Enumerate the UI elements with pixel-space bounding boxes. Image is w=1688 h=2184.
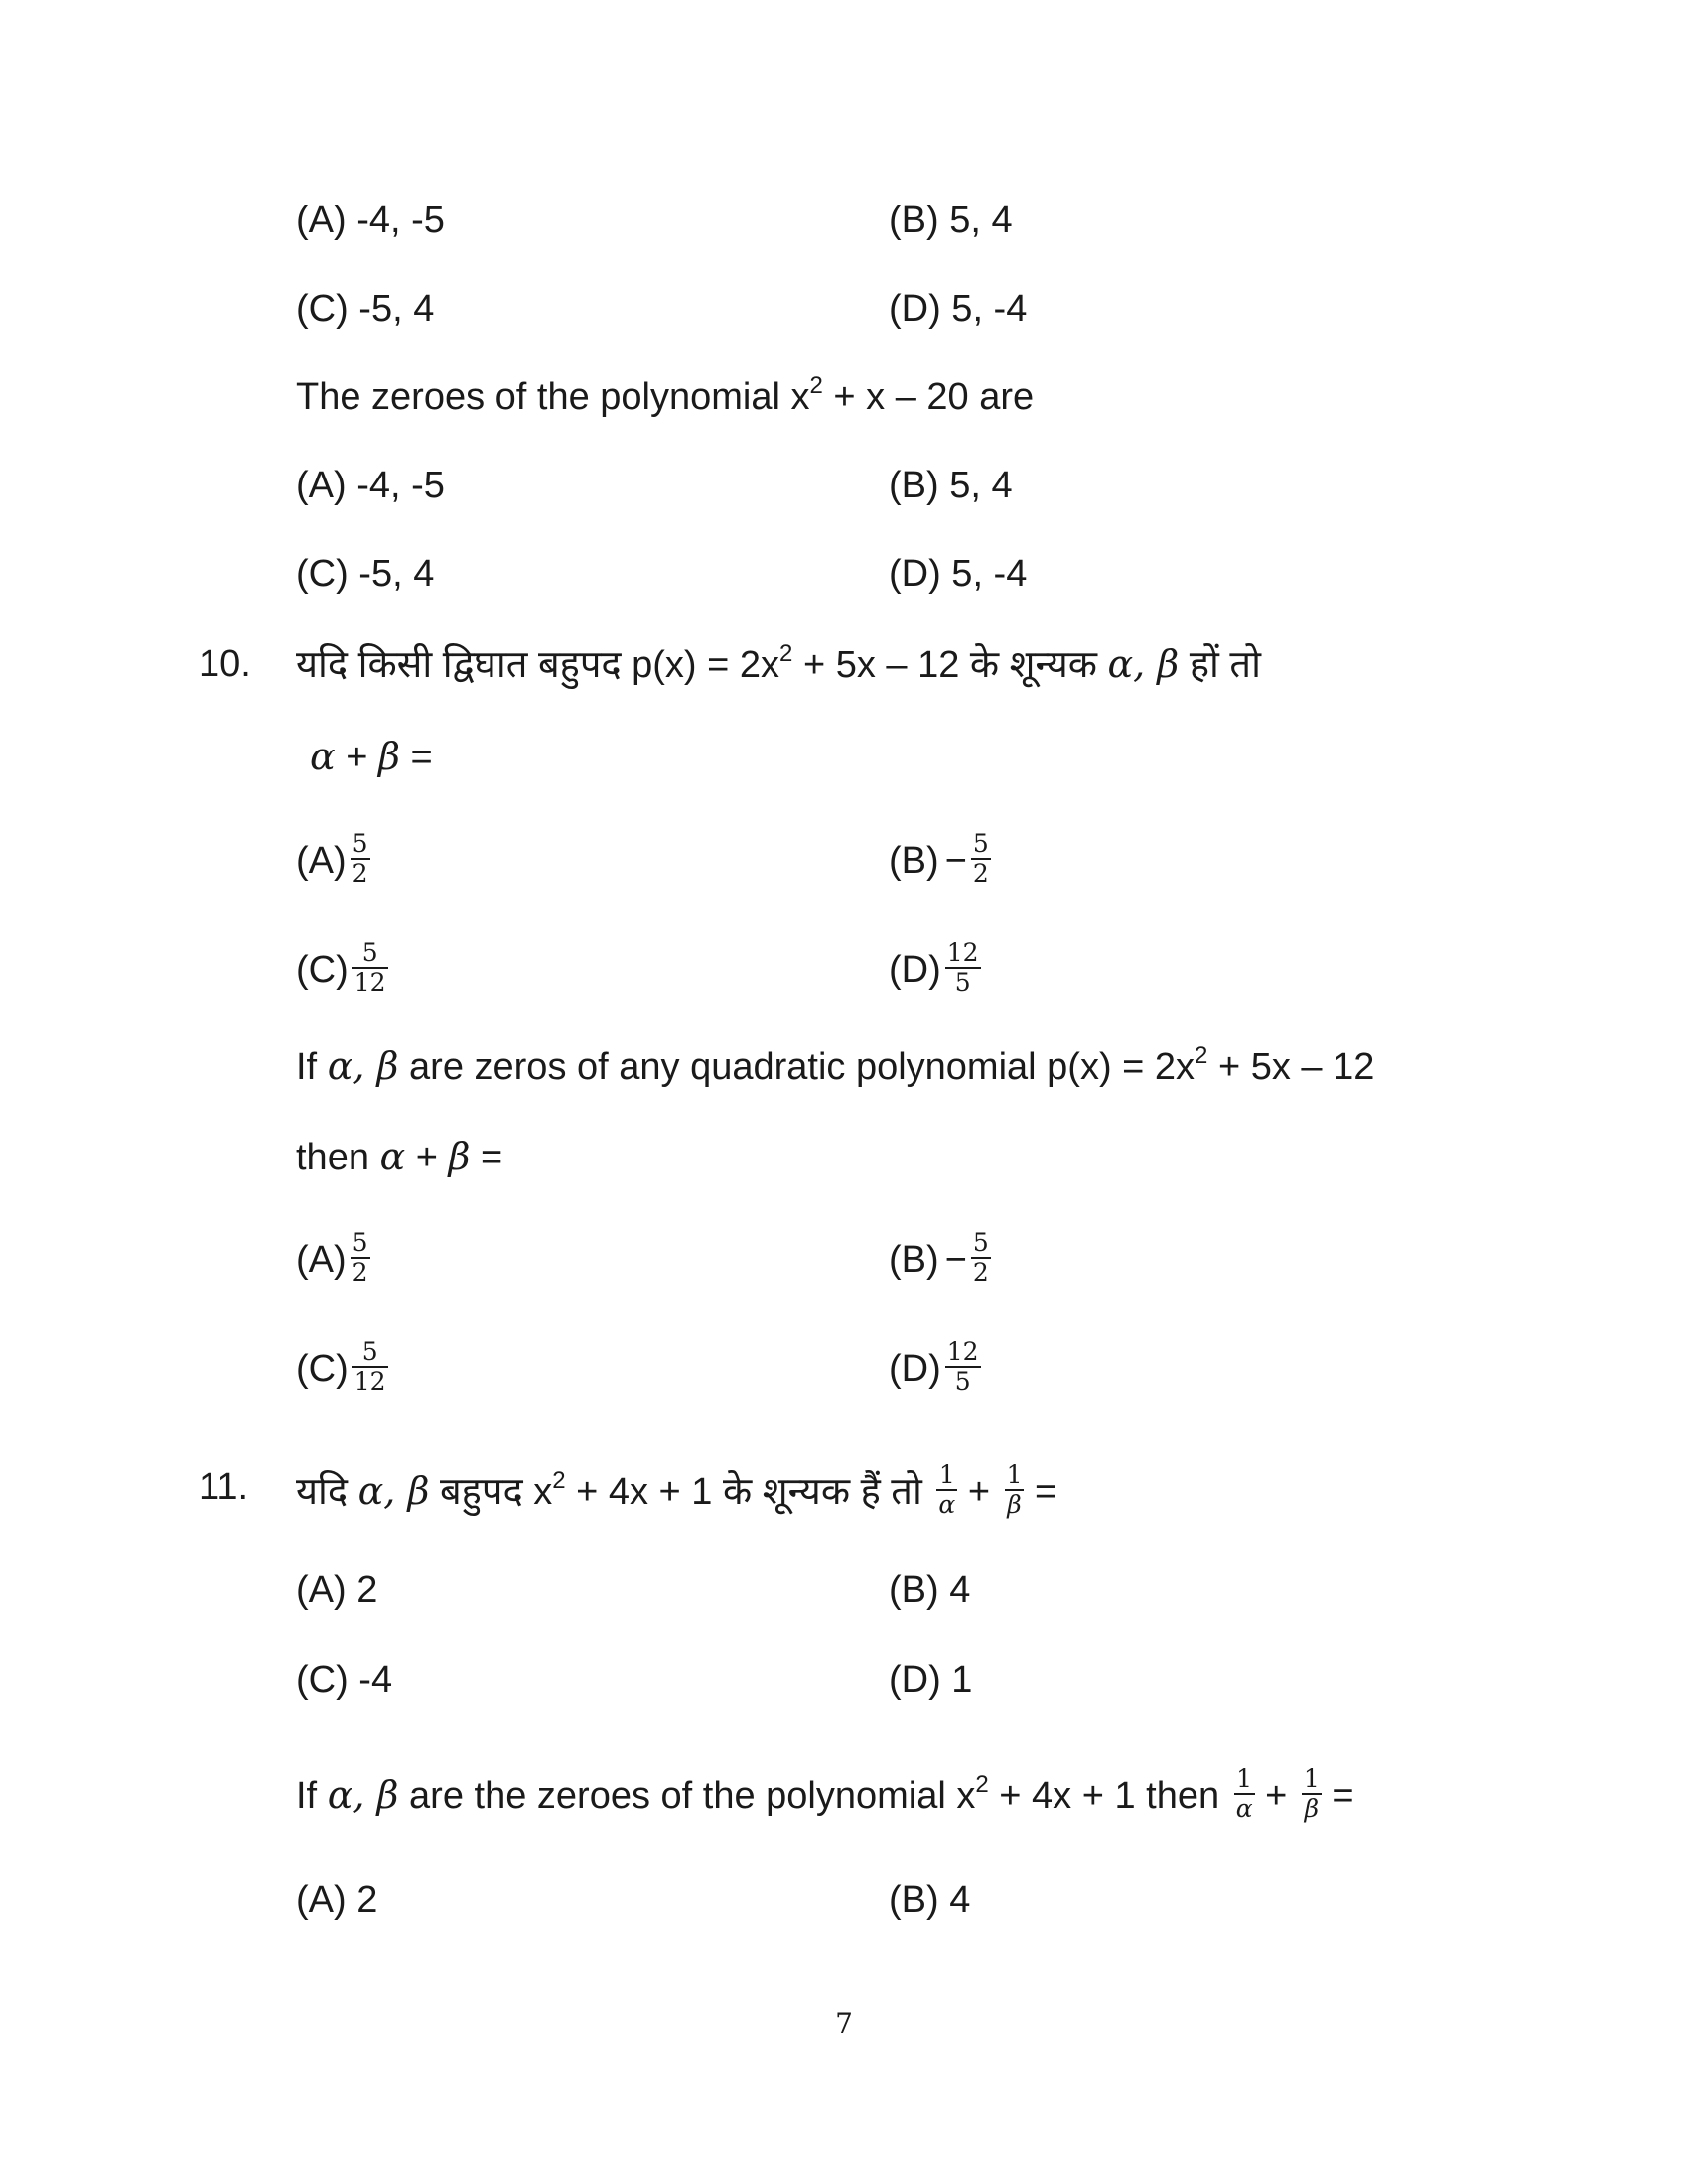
- question-text-part: are zeros of any quadratic polynomial p(x) = 2x: [398, 1046, 1196, 1088]
- equals-sign: =: [1024, 1471, 1057, 1514]
- greek-symbols: α, β: [357, 1469, 430, 1514]
- option-b: (B) 4: [889, 1570, 971, 1611]
- equals-sign: =: [1321, 1775, 1354, 1818]
- option-b: [889, 829, 991, 891]
- option-a: [296, 829, 370, 891]
- superscript: 2: [552, 1467, 566, 1495]
- greek-symbols: α, β: [327, 1044, 399, 1088]
- question-text-part: यदि किसी द्विघात बहुपद: [296, 644, 633, 686]
- option-c: (C) -4: [296, 1659, 393, 1701]
- fraction-denominator: β: [1304, 1794, 1320, 1823]
- superscript: 2: [809, 372, 823, 400]
- fraction-denominator: α: [1235, 1794, 1253, 1823]
- question-text-part: then: [296, 1137, 380, 1178]
- fraction: [936, 1461, 957, 1519]
- superscript: 2: [1195, 1042, 1208, 1070]
- option-a: (A) 2: [296, 1570, 378, 1611]
- plus-sign: +: [1254, 1775, 1298, 1818]
- question-text-part: p(x) = 2x: [632, 644, 780, 686]
- option-label: (D): [889, 1348, 941, 1391]
- question-text-part: + 4x + 1: [565, 1471, 723, 1514]
- fraction-denominator: 5: [954, 968, 971, 997]
- option-a: (A) 2: [296, 1879, 378, 1921]
- option-a: (A) -4, -5: [296, 465, 445, 506]
- fraction: [971, 830, 991, 887]
- fraction-numerator: 12: [946, 938, 979, 967]
- question-text-part: x: [533, 1471, 553, 1514]
- greek-symbols: α, β: [327, 1773, 399, 1818]
- question-text-english: [296, 1764, 1354, 1827]
- option-d: (D) 5, -4: [889, 288, 1028, 330]
- page-number: 7: [835, 2007, 853, 2040]
- question-text-hindi: [296, 642, 1261, 687]
- option-d: (D) 5, -4: [889, 553, 1028, 595]
- superscript: 2: [975, 1771, 989, 1799]
- fraction-numerator: 5: [352, 829, 368, 858]
- fraction: [351, 1229, 370, 1287]
- fraction: [351, 830, 370, 887]
- option-c: [296, 1337, 388, 1400]
- fraction-denominator: 5: [954, 1367, 971, 1396]
- plus-sign: +: [335, 737, 378, 778]
- option-d: [889, 1337, 981, 1400]
- question-text-hindi: [296, 1460, 1057, 1523]
- question-text-part: are the zeroes of the polynomial x: [398, 1775, 976, 1818]
- fraction-numerator: 12: [946, 1337, 979, 1366]
- option-b: [889, 1228, 991, 1291]
- option-d: (D) 1: [889, 1659, 973, 1701]
- option-label: (C): [296, 949, 349, 992]
- fraction-numerator: 1: [1006, 1460, 1023, 1489]
- fraction-numerator: 5: [972, 829, 989, 858]
- question-text-part: + 5x – 12: [1207, 1046, 1375, 1088]
- minus-sign: −: [944, 1239, 967, 1282]
- question-text-part: + x – 20 are: [822, 376, 1035, 418]
- option-c: (C) -5, 4: [296, 288, 435, 330]
- superscript: 2: [779, 640, 793, 668]
- fraction: [1005, 1461, 1025, 1519]
- fraction-numerator: 1: [1236, 1764, 1253, 1793]
- question-number: 11.: [199, 1466, 249, 1508]
- fraction-numerator: 5: [972, 1228, 989, 1257]
- option-label: (D): [889, 949, 941, 992]
- fraction-denominator: β: [1007, 1490, 1022, 1519]
- greek-beta: β: [377, 735, 400, 778]
- greek-alpha: α: [310, 735, 336, 778]
- fraction-numerator: 5: [352, 1228, 368, 1257]
- fraction-denominator: 2: [352, 859, 368, 887]
- greek-beta: β: [448, 1135, 471, 1178]
- fraction-denominator: 2: [972, 1258, 989, 1287]
- option-b: (B) 5, 4: [889, 200, 1013, 241]
- question-text-part: + 4x + 1 then: [988, 1775, 1230, 1818]
- fraction-denominator: 12: [353, 1367, 386, 1396]
- plus-sign: +: [405, 1137, 449, 1178]
- fraction-numerator: 5: [361, 938, 378, 967]
- fraction-denominator: 2: [972, 859, 989, 887]
- question-text-part: + 5x – 12: [792, 644, 970, 686]
- fraction-numerator: 1: [938, 1460, 955, 1489]
- question-text-english-continued: [296, 1135, 502, 1179]
- fraction-denominator: α: [938, 1490, 956, 1519]
- question-text-part: The zeroes of the polynomial x: [296, 376, 810, 418]
- option-b: (B) 5, 4: [889, 465, 1013, 506]
- plus-sign: +: [957, 1471, 1001, 1514]
- fraction: [1234, 1765, 1255, 1823]
- question-text-english: [296, 372, 1035, 419]
- fraction-numerator: 5: [361, 1337, 378, 1366]
- fraction: [945, 939, 981, 997]
- minus-sign: −: [944, 840, 967, 883]
- equals-sign: =: [399, 737, 433, 778]
- question-text-part: If: [296, 1046, 328, 1088]
- fraction: [352, 1338, 388, 1396]
- fraction-denominator: 2: [352, 1258, 368, 1287]
- option-label: (A): [296, 840, 347, 883]
- fraction-denominator: 12: [353, 968, 386, 997]
- option-c: (C) -5, 4: [296, 553, 435, 595]
- question-text-part: के शून्यक: [969, 644, 1108, 686]
- question-text-part: के शून्यक हैं तो: [723, 1471, 933, 1514]
- fraction: [971, 1229, 991, 1287]
- greek-symbols: α, β: [1107, 642, 1180, 686]
- option-b: (B) 4: [889, 1879, 971, 1921]
- option-d: [889, 938, 981, 1001]
- fraction-numerator: 1: [1303, 1764, 1320, 1793]
- option-label: (A): [296, 1239, 347, 1282]
- question-text-part: If: [296, 1775, 328, 1818]
- question-text-english: [296, 1044, 1374, 1089]
- greek-alpha: α: [379, 1135, 406, 1178]
- sum-expression: [310, 735, 433, 779]
- question-number: 10.: [199, 643, 251, 685]
- fraction: [352, 939, 388, 997]
- fraction: [945, 1338, 981, 1396]
- option-c: [296, 938, 388, 1001]
- option-a: [296, 1228, 370, 1291]
- equals-sign: =: [470, 1137, 503, 1178]
- question-text-part: हों तो: [1179, 644, 1261, 686]
- option-label: (B): [889, 1239, 939, 1282]
- question-text-part: बहुपद: [429, 1471, 534, 1514]
- fraction: [1302, 1765, 1322, 1823]
- option-label: (C): [296, 1348, 349, 1391]
- option-a: (A) -4, -5: [296, 200, 445, 241]
- question-text-part: यदि: [296, 1471, 358, 1514]
- option-label: (B): [889, 840, 939, 883]
